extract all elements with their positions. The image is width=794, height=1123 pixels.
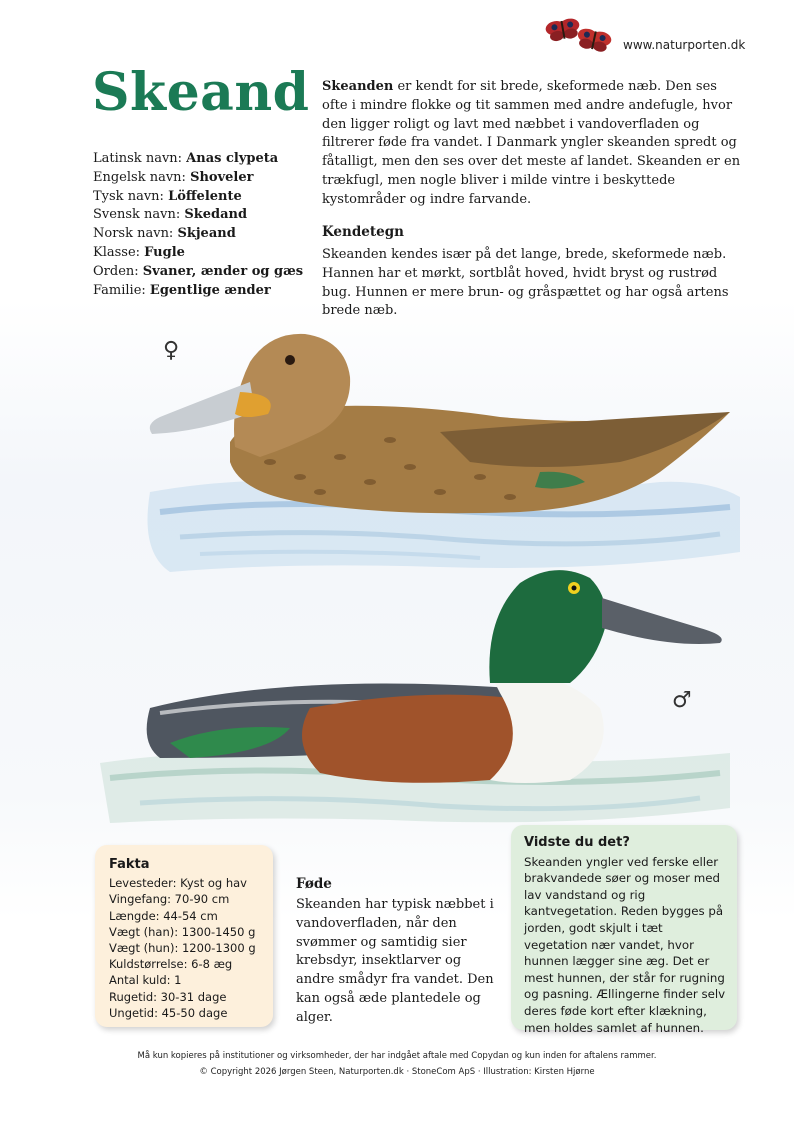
female-symbol-icon: ♀ <box>163 338 180 363</box>
vidste-paragraph: Skeanden yngler ved ferske eller brakvandede søer og moser med lav vandstand og rig kantvegetation. Reden bygges på jorden, godt skjult i tæt vegetation nær vandet, hvor hunnen lægger sine æg. Det er mest hunnen, der står for rugning og pasning. Ællingerne finder selv deres føde kort efter klækning, men holdes samlet af hunnen. <box>524 854 726 1035</box>
fode-heading: Føde <box>296 876 332 892</box>
fakta-row: Vægt (han): 1300-1450 g <box>109 924 256 939</box>
fakta-row: Rugetid: 30-31 dage <box>109 989 227 1004</box>
fakta-row: Vægt (hun): 1200-1300 g <box>109 941 256 956</box>
male-symbol-icon: ♂ <box>672 688 692 713</box>
fakta-row: Længde: 44-54 cm <box>109 908 218 923</box>
page-title: Skeand <box>92 62 310 123</box>
footer-copy-notice: Må kun kopieres på institutioner og virksomheder, der har indgået aftale med Copydan og kun inden for aftalens rammer. <box>137 1051 657 1061</box>
species-names-list <box>93 150 323 300</box>
fakta-heading: Fakta <box>109 857 150 872</box>
intro-paragraph: Skeanden er kendt for sit brede, skeformede næb. Den ses ofte i mindre flokke og tit sammen med andre andefugle, hvor den ligger roligt og lavt med næbbet i vandoverfladen og filtrerer føde fra vandet. I Danmark yngler skeanden spredt og fåtalligt, men den ses over det meste af landet. Skeanden er en trækfugl, men nogle bliver i milde vintre i beskyttede kystområder og indre farvande. <box>322 79 741 207</box>
site-url[interactable]: www.naturporten.dk <box>623 38 746 52</box>
fakta-box <box>95 845 273 1027</box>
fakta-row: Ungetid: 45-50 dage <box>109 1005 228 1020</box>
name-row-latin: Latinsk navn: Anas clypeta <box>93 151 279 166</box>
name-row-class: Klasse: Fugle <box>93 244 185 260</box>
name-row-german: Tysk navn: Löffelente <box>93 188 242 204</box>
name-row-norwegian: Norsk navn: Skjeand <box>93 226 236 242</box>
footer-copyright: © Copyright 2026 Jørgen Steen, Naturporten.dk · StoneCom ApS · Illustration: Kirsten Hjørne <box>199 1067 595 1077</box>
kendetegn-heading: Kendetegn <box>322 224 404 240</box>
male-duck-illustration <box>90 558 740 858</box>
fode-paragraph: Skeanden har typisk næbbet i vandoverfladen, når den svømmer og samtidig sier krebsdyr, insektlarver og andre smådyr fra vandet. Den kan også æde plantedele og alger. <box>296 897 494 1025</box>
fakta-row: Levesteder: Kyst og hav <box>109 876 247 891</box>
female-duck-illustration <box>140 322 750 592</box>
name-row-family: Familie: Egentlige ænder <box>93 282 271 298</box>
vidste-heading: Vidste du det? <box>524 835 630 850</box>
vidste-du-det-box <box>511 825 737 1035</box>
kendetegn-paragraph: Skeanden kendes især på det lange, brede, skeformede næb. Hannen har et mørkt, sortblåt hoved, hvidt bryst og rustrød bug. Hunnen er mere brun- og gråspættet og har også artens brede næb. <box>322 247 729 319</box>
fakta-row: Kuldstørrelse: 6-8 æg <box>109 957 233 972</box>
name-row-swedish: Svensk navn: Skedand <box>93 207 248 223</box>
name-row-order: Orden: Svaner, ænder og gæs <box>93 263 304 279</box>
fakta-row: Vingefang: 70-90 cm <box>109 892 230 907</box>
butterfly-icon <box>540 12 620 52</box>
name-row-english: Engelsk navn: Shoveler <box>93 169 254 185</box>
fakta-row: Antal kuld: 1 <box>109 973 182 988</box>
